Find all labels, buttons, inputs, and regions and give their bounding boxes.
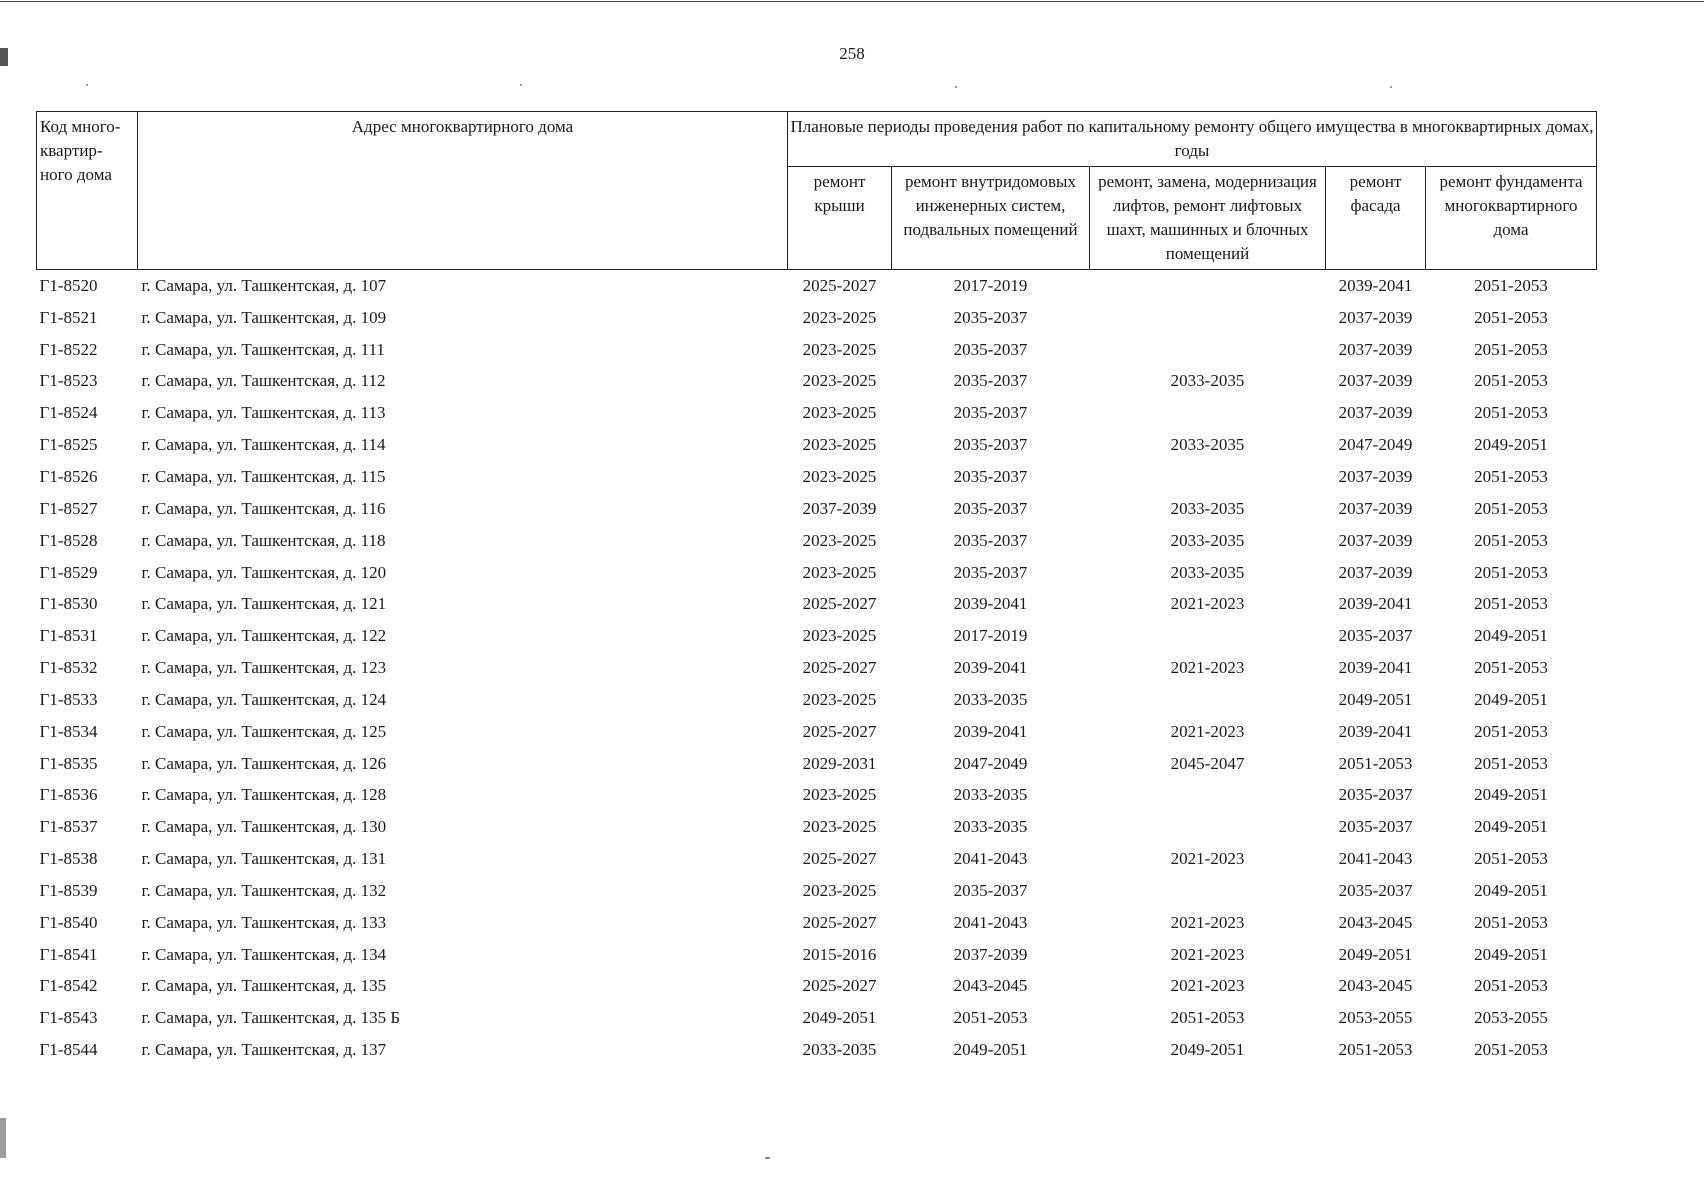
cell-elevators: 2051-2053 bbox=[1170, 1008, 1245, 1028]
cell-engineering: 2035-2037 bbox=[953, 562, 1028, 582]
cell-code: Г1-8532 bbox=[39, 658, 98, 678]
cell-facade: 2039-2041 bbox=[1338, 275, 1413, 295]
cell-address: г. Самара, ул. Ташкентская, д. 121 bbox=[141, 594, 387, 614]
cell-elevators bbox=[1090, 302, 1326, 334]
cell-facade: 2047-2049 bbox=[1338, 435, 1413, 455]
cell-foundation: 2051-2053 bbox=[1474, 530, 1548, 550]
header-periods-group: Плановые периоды проведения работ по капитальному ремонту общего имущества в многоквартирных домах, годы bbox=[788, 112, 1597, 167]
table-row bbox=[37, 429, 1597, 461]
cell-foundation: 2051-2053 bbox=[1474, 594, 1548, 614]
cell-elevators bbox=[1090, 684, 1326, 716]
cell-foundation: 2049-2051 bbox=[1474, 435, 1548, 455]
cell-foundation: 2051-2053 bbox=[1474, 976, 1548, 996]
table-body bbox=[37, 270, 1597, 1067]
cell-elevators: 2033-2035 bbox=[1170, 371, 1245, 391]
cell-address: г. Самара, ул. Ташкентская, д. 124 bbox=[141, 689, 387, 709]
cell-code: Г1-8531 bbox=[39, 626, 98, 646]
cell-elevators bbox=[1090, 780, 1326, 812]
cell-roof: 2023-2025 bbox=[802, 562, 877, 582]
cell-address: г. Самара, ул. Ташкентская, д. 118 bbox=[141, 530, 386, 550]
cell-foundation: 2051-2053 bbox=[1474, 753, 1548, 773]
cell-elevators: 2033-2035 bbox=[1170, 530, 1245, 550]
cell-roof: 2023-2025 bbox=[802, 689, 877, 709]
cell-facade: 2037-2039 bbox=[1338, 403, 1413, 423]
table-row bbox=[37, 1034, 1597, 1066]
cell-code: Г1-8530 bbox=[39, 594, 98, 614]
cell-facade: 2041-2043 bbox=[1338, 849, 1413, 869]
table-row bbox=[37, 652, 1597, 684]
cell-code: Г1-8529 bbox=[39, 562, 98, 582]
cell-address: г. Самара, ул. Ташкентская, д. 128 bbox=[141, 785, 387, 805]
cell-address: г. Самара, ул. Ташкентская, д. 125 bbox=[141, 721, 387, 741]
cell-address: г. Самара, ул. Ташкентская, д. 126 bbox=[141, 753, 387, 773]
cell-roof: 2023-2025 bbox=[802, 817, 877, 837]
cell-facade: 2035-2037 bbox=[1338, 817, 1413, 837]
cell-facade: 2035-2037 bbox=[1338, 880, 1413, 900]
table-row bbox=[37, 716, 1597, 748]
cell-roof: 2029-2031 bbox=[802, 753, 877, 773]
table-row bbox=[37, 875, 1597, 907]
cell-facade: 2039-2041 bbox=[1338, 594, 1413, 614]
table-row bbox=[37, 525, 1597, 557]
cell-code: Г1-8522 bbox=[39, 339, 98, 359]
cell-roof: 2023-2025 bbox=[802, 880, 877, 900]
cell-foundation: 2051-2053 bbox=[1474, 1040, 1548, 1060]
cell-engineering: 2035-2037 bbox=[953, 435, 1028, 455]
cell-roof: 2015-2016 bbox=[802, 944, 877, 964]
cell-code: Г1-8536 bbox=[39, 785, 98, 805]
cell-facade: 2043-2045 bbox=[1338, 912, 1413, 932]
cell-facade: 2035-2037 bbox=[1338, 626, 1413, 646]
cell-elevators bbox=[1090, 461, 1326, 493]
cell-engineering: 2033-2035 bbox=[953, 689, 1028, 709]
cell-facade: 2037-2039 bbox=[1338, 498, 1413, 518]
cell-address: г. Самара, ул. Ташкентская, д. 111 bbox=[141, 339, 385, 359]
cell-roof: 2025-2027 bbox=[802, 976, 877, 996]
cell-engineering: 2041-2043 bbox=[953, 849, 1028, 869]
table-row bbox=[37, 907, 1597, 939]
cell-code: Г1-8520 bbox=[39, 275, 98, 295]
table-row bbox=[37, 366, 1597, 398]
cell-code: Г1-8543 bbox=[39, 1008, 98, 1028]
cell-roof: 2023-2025 bbox=[802, 435, 877, 455]
cell-address: г. Самара, ул. Ташкентская, д. 116 bbox=[141, 498, 386, 518]
scan-speck bbox=[955, 86, 957, 88]
cell-elevators: 2021-2023 bbox=[1170, 944, 1245, 964]
header-foundation: ремонт фундамента многоквартирного дома bbox=[1426, 167, 1597, 270]
cell-facade: 2037-2039 bbox=[1338, 530, 1413, 550]
cell-elevators bbox=[1090, 270, 1326, 302]
capital-repair-schedule-table bbox=[36, 111, 1597, 1066]
cell-engineering: 2051-2053 bbox=[953, 1008, 1028, 1028]
cell-foundation: 2051-2053 bbox=[1474, 912, 1548, 932]
cell-facade: 2037-2039 bbox=[1338, 307, 1413, 327]
cell-elevators bbox=[1090, 875, 1326, 907]
table-row bbox=[37, 684, 1597, 716]
cell-roof: 2023-2025 bbox=[802, 307, 877, 327]
cell-address: г. Самара, ул. Ташкентская, д. 134 bbox=[141, 944, 387, 964]
cell-elevators: 2033-2035 bbox=[1170, 435, 1245, 455]
cell-engineering: 2017-2019 bbox=[953, 626, 1028, 646]
cell-foundation: 2049-2051 bbox=[1474, 785, 1548, 805]
cell-roof: 2033-2035 bbox=[802, 1040, 877, 1060]
cell-code: Г1-8541 bbox=[39, 944, 98, 964]
table-row bbox=[37, 461, 1597, 493]
table-row bbox=[37, 620, 1597, 652]
cell-elevators: 2033-2035 bbox=[1170, 498, 1245, 518]
cell-engineering: 2043-2045 bbox=[953, 976, 1028, 996]
cell-foundation: 2051-2053 bbox=[1474, 307, 1548, 327]
cell-address: г. Самара, ул. Ташкентская, д. 107 bbox=[141, 275, 387, 295]
cell-roof: 2025-2027 bbox=[802, 721, 877, 741]
cell-facade: 2037-2039 bbox=[1338, 562, 1413, 582]
cell-address: г. Самара, ул. Ташкентская, д. 137 bbox=[141, 1040, 387, 1060]
cell-engineering: 2041-2043 bbox=[953, 912, 1028, 932]
cell-engineering: 2035-2037 bbox=[953, 403, 1028, 423]
cell-elevators: 2021-2023 bbox=[1170, 849, 1245, 869]
cell-foundation: 2049-2051 bbox=[1474, 626, 1548, 646]
cell-engineering: 2035-2037 bbox=[953, 466, 1028, 486]
cell-facade: 2039-2041 bbox=[1338, 721, 1413, 741]
table-row bbox=[37, 971, 1597, 1003]
cell-elevators: 2021-2023 bbox=[1170, 912, 1245, 932]
cell-foundation: 2051-2053 bbox=[1474, 339, 1548, 359]
cell-facade: 2051-2053 bbox=[1338, 1040, 1413, 1060]
cell-engineering: 2049-2051 bbox=[953, 1040, 1028, 1060]
table-row bbox=[37, 493, 1597, 525]
header-code: Код много-квартир-ного дома bbox=[37, 112, 138, 270]
cell-engineering: 2017-2019 bbox=[953, 275, 1028, 295]
cell-address: г. Самара, ул. Ташкентская, д. 132 bbox=[141, 880, 387, 900]
cell-code: Г1-8539 bbox=[39, 880, 98, 900]
cell-engineering: 2035-2037 bbox=[953, 307, 1028, 327]
table-row bbox=[37, 939, 1597, 971]
cell-foundation: 2049-2051 bbox=[1474, 944, 1548, 964]
cell-address: г. Самара, ул. Ташкентская, д. 114 bbox=[141, 435, 386, 455]
cell-foundation: 2051-2053 bbox=[1474, 721, 1548, 741]
table-row bbox=[37, 270, 1597, 302]
cell-foundation: 2051-2053 bbox=[1474, 658, 1548, 678]
cell-elevators: 2045-2047 bbox=[1170, 753, 1245, 773]
cell-address: г. Самара, ул. Ташкентская, д. 133 bbox=[141, 912, 387, 932]
cell-engineering: 2047-2049 bbox=[953, 753, 1028, 773]
cell-elevators: 2021-2023 bbox=[1170, 658, 1245, 678]
cell-address: г. Самара, ул. Ташкентская, д. 112 bbox=[141, 371, 386, 391]
cell-code: Г1-8534 bbox=[39, 721, 98, 741]
cell-code: Г1-8527 bbox=[39, 498, 98, 518]
cell-roof: 2025-2027 bbox=[802, 594, 877, 614]
cell-engineering: 2035-2037 bbox=[953, 371, 1028, 391]
scan-speck bbox=[765, 1157, 770, 1159]
cell-foundation: 2049-2051 bbox=[1474, 689, 1548, 709]
cell-code: Г1-8528 bbox=[39, 530, 98, 550]
cell-elevators: 2021-2023 bbox=[1170, 976, 1245, 996]
table-row bbox=[37, 397, 1597, 429]
cell-engineering: 2033-2035 bbox=[953, 785, 1028, 805]
table-row bbox=[37, 334, 1597, 366]
cell-roof: 2023-2025 bbox=[802, 626, 877, 646]
cell-roof: 2023-2025 bbox=[802, 466, 877, 486]
cell-code: Г1-8523 bbox=[39, 371, 98, 391]
cell-address: г. Самара, ул. Ташкентская, д. 122 bbox=[141, 626, 387, 646]
cell-code: Г1-8544 bbox=[39, 1040, 98, 1060]
cell-address: г. Самара, ул. Ташкентская, д. 130 bbox=[141, 817, 387, 837]
header-engineering: ремонт внутридомовых инженерных систем, подвальных помещений bbox=[892, 167, 1090, 270]
table-row bbox=[37, 1002, 1597, 1034]
cell-engineering: 2035-2037 bbox=[953, 339, 1028, 359]
table-row bbox=[37, 780, 1597, 812]
cell-facade: 2049-2051 bbox=[1338, 944, 1413, 964]
cell-engineering: 2039-2041 bbox=[953, 721, 1028, 741]
table-row bbox=[37, 302, 1597, 334]
header-elevators: ремонт, замена, модернизация лифтов, ремонт лифтовых шахт, машинных и блочных помещений bbox=[1090, 167, 1326, 270]
scan-speck bbox=[1390, 86, 1392, 88]
cell-roof: 2025-2027 bbox=[802, 658, 877, 678]
cell-code: Г1-8540 bbox=[39, 912, 98, 932]
cell-foundation: 2051-2053 bbox=[1474, 275, 1548, 295]
cell-facade: 2043-2045 bbox=[1338, 976, 1413, 996]
scan-speck bbox=[520, 84, 522, 86]
cell-code: Г1-8521 bbox=[39, 307, 98, 327]
scan-speck bbox=[86, 84, 88, 86]
cell-address: г. Самара, ул. Ташкентская, д. 115 bbox=[141, 466, 386, 486]
cell-address: г. Самара, ул. Ташкентская, д. 120 bbox=[141, 562, 387, 582]
cell-code: Г1-8538 bbox=[39, 849, 98, 869]
cell-roof: 2023-2025 bbox=[802, 371, 877, 391]
cell-roof: 2025-2027 bbox=[802, 912, 877, 932]
cell-facade: 2039-2041 bbox=[1338, 658, 1413, 678]
cell-facade: 2053-2055 bbox=[1338, 1008, 1413, 1028]
cell-code: Г1-8525 bbox=[39, 435, 98, 455]
cell-facade: 2051-2053 bbox=[1338, 753, 1413, 773]
cell-elevators bbox=[1090, 811, 1326, 843]
top-rule bbox=[0, 1, 1704, 2]
cell-foundation: 2051-2053 bbox=[1474, 403, 1548, 423]
table-row bbox=[37, 748, 1597, 780]
cell-facade: 2037-2039 bbox=[1338, 466, 1413, 486]
header-address: Адрес многоквартирного дома bbox=[138, 112, 788, 270]
cell-facade: 2035-2037 bbox=[1338, 785, 1413, 805]
cell-address: г. Самара, ул. Ташкентская, д. 135 Б bbox=[141, 1008, 401, 1028]
cell-foundation: 2049-2051 bbox=[1474, 817, 1548, 837]
cell-elevators bbox=[1090, 397, 1326, 429]
table-row bbox=[37, 843, 1597, 875]
table-row bbox=[37, 588, 1597, 620]
cell-roof: 2049-2051 bbox=[802, 1008, 877, 1028]
cell-elevators: 2021-2023 bbox=[1170, 721, 1245, 741]
cell-engineering: 2039-2041 bbox=[953, 594, 1028, 614]
cell-engineering: 2035-2037 bbox=[953, 530, 1028, 550]
cell-code: Г1-8542 bbox=[39, 976, 98, 996]
cell-roof: 2037-2039 bbox=[802, 498, 877, 518]
cell-elevators: 2049-2051 bbox=[1170, 1040, 1245, 1060]
cell-code: Г1-8526 bbox=[39, 466, 98, 486]
cell-address: г. Самара, ул. Ташкентская, д. 123 bbox=[141, 658, 387, 678]
cell-code: Г1-8537 bbox=[39, 817, 98, 837]
cell-code: Г1-8524 bbox=[39, 403, 98, 423]
cell-foundation: 2051-2053 bbox=[1474, 562, 1548, 582]
cell-engineering: 2035-2037 bbox=[953, 880, 1028, 900]
cell-code: Г1-8535 bbox=[39, 753, 98, 773]
cell-foundation: 2051-2053 bbox=[1474, 371, 1548, 391]
cell-elevators bbox=[1090, 620, 1326, 652]
cell-roof: 2025-2027 bbox=[802, 275, 877, 295]
cell-engineering: 2039-2041 bbox=[953, 658, 1028, 678]
header-facade: ремонт фасада bbox=[1326, 167, 1426, 270]
cell-foundation: 2053-2055 bbox=[1474, 1008, 1548, 1028]
cell-code: Г1-8533 bbox=[39, 689, 98, 709]
cell-elevators: 2021-2023 bbox=[1170, 594, 1245, 614]
cell-elevators bbox=[1090, 334, 1326, 366]
cell-elevators: 2033-2035 bbox=[1170, 562, 1245, 582]
table-row bbox=[37, 811, 1597, 843]
header-roof: ремонт крыши bbox=[788, 167, 892, 270]
cell-roof: 2025-2027 bbox=[802, 849, 877, 869]
cell-address: г. Самара, ул. Ташкентская, д. 109 bbox=[141, 307, 387, 327]
cell-address: г. Самара, ул. Ташкентская, д. 131 bbox=[141, 849, 387, 869]
page-number: 258 bbox=[839, 44, 865, 63]
cell-roof: 2023-2025 bbox=[802, 403, 877, 423]
cell-roof: 2023-2025 bbox=[802, 530, 877, 550]
cell-roof: 2023-2025 bbox=[802, 785, 877, 805]
cell-facade: 2037-2039 bbox=[1338, 339, 1413, 359]
cell-foundation: 2051-2053 bbox=[1474, 466, 1548, 486]
cell-address: г. Самара, ул. Ташкентская, д. 135 bbox=[141, 976, 387, 996]
cell-foundation: 2051-2053 bbox=[1474, 498, 1548, 518]
cell-foundation: 2051-2053 bbox=[1474, 849, 1548, 869]
cell-foundation: 2049-2051 bbox=[1474, 880, 1548, 900]
cell-roof: 2023-2025 bbox=[802, 339, 877, 359]
cell-facade: 2049-2051 bbox=[1338, 689, 1413, 709]
cell-engineering: 2037-2039 bbox=[953, 944, 1028, 964]
cell-engineering: 2033-2035 bbox=[953, 817, 1028, 837]
header-row bbox=[37, 112, 1597, 167]
cell-facade: 2037-2039 bbox=[1338, 371, 1413, 391]
cell-address: г. Самара, ул. Ташкентская, д. 113 bbox=[141, 403, 386, 423]
scan-edge-mark bbox=[0, 1118, 6, 1158]
cell-engineering: 2035-2037 bbox=[953, 498, 1028, 518]
table-row bbox=[37, 557, 1597, 589]
